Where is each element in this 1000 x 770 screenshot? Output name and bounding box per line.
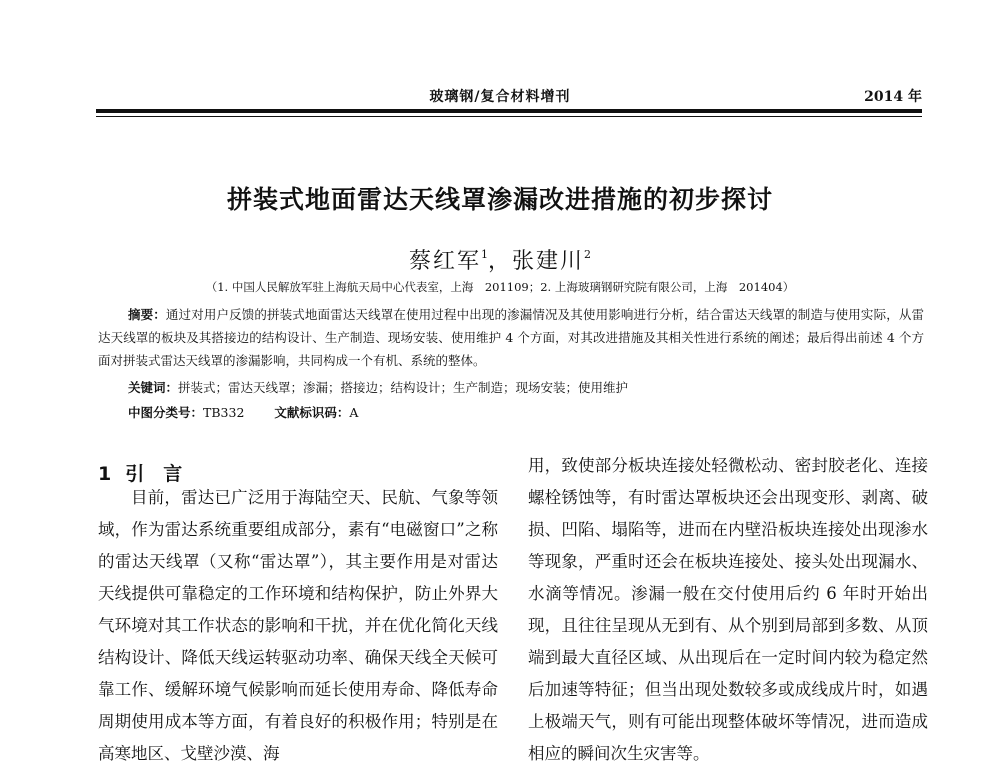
classification [128,403,358,421]
abstract-paragraph [98,303,924,372]
journal-header: 玻璃钢/复合材料增刊 [429,89,571,105]
author-affiliation-mark: 2 [584,248,592,261]
keywords [128,378,628,396]
doc-code-value: A [349,405,359,420]
body-paragraph: 用，致使部分板块连接处轻微松动、密封胶老化、连接螺栓锈蚀等，有时雷达罩板块还会出现变形、剥离、破损、凹陷、塌陷等，进而在内壁沿板块连接处出现渗水等现象，严重时还会在板块连接处、接头处出现漏水、水滴等情况。渗漏一般在交付使用后约 6 年时开始出现，且往往呈现从无到有、从个别到局部到多数、从顶端到最大直径区域、从出现后在一定时间内较为稳定然后加速等特征；但当出现处数较多或成线成片时，如遇上极端天气，则有可能出现整体破坏等情况，进而造成相应的瞬间次生灾害等。 [528,456,928,763]
header-rule-thin [96,116,922,117]
author-list [0,244,1000,275]
doc-code-label: 文献标识码： [274,405,350,420]
author-affiliation-mark: 1 [480,248,488,261]
author-name: 蔡红军 [408,249,481,274]
clc-value: TB332 [203,405,245,420]
author-name: 张建川 [512,249,585,274]
abstract-text: 通过对用户反馈的拼装式地面雷达天线罩在使用过程中出现的渗漏情况及其使用影响进行分析，结合雷达天线罩的制造与使用实际，从雷达天线罩的板块及其搭接边的结构设计、生产制造、现场安装、使用维护 4 个方面，对其改进措施及其相关性进行系统的阐述；最后得出前述 4 个方面对拼装式雷达天线罩的渗漏影响，共同构成一个有机、系统的整体。 [98,307,924,368]
abstract-label: 摘要： [128,307,166,322]
author-separator: ， [487,249,512,274]
article-title: 拼装式地面雷达天线罩渗漏改进措施的初步探讨 [226,185,773,214]
section-number: 1 [98,463,112,485]
body-column-right [528,450,928,770]
body-paragraph: 目前，雷达已广泛用于海陆空天、民航、气象等领域，作为雷达系统重要组成部分，素有“电磁窗口”之称的雷达天线罩（又称“雷达罩”），其主要作用是对雷达天线提供可靠稳定的工作环境和结构保护，防止外界大气环境对其工作状态的影响和干扰，并在优化简化天线结构设计、降低天线运转驱动功率、确保天线全天候可靠工作、缓解环境气候影响而延长使用寿命、降低寿命周期使用成本等方面，有着良好的积极作用；特别是在高寒地区、戈壁沙漠、海 [98,488,498,763]
keywords-label: 关键词： [128,380,179,395]
section-title: 引 言 [125,463,183,485]
header-rule-thick [96,109,922,113]
body-column-left [98,482,498,770]
abstract [98,303,924,372]
keywords-text: 拼装式；雷达天线罩；渗漏；搭接边；结构设计；生产制造；现场安装；使用维护 [178,380,629,395]
clc-label: 中图分类号： [128,405,204,420]
journal-year: 2014 年 [864,89,922,105]
affiliation: （1. 中国人民解放军驻上海航天局中心代表室，上海 201109；2. 上海玻璃钢研究院有限公司，上海 201404） [205,280,795,294]
